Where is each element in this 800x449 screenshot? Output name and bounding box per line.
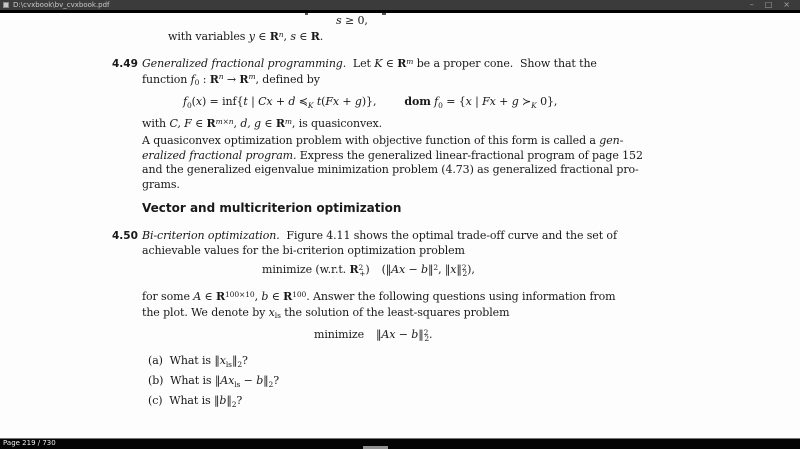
exercise-4-50	[112, 229, 617, 258]
text-line: for some A ∈ $R^{100\times 10}$, b ∈ $R^{100}$. Answer the following questions using information from	[142, 289, 616, 303]
text-line: achievable values for the bi-criterion optimization problem	[142, 243, 465, 257]
exercise-number: 4.50	[112, 230, 138, 242]
list-item-c: (c) What is $‖b‖_2$?	[148, 394, 243, 409]
page-indicator: Page 219 / 730	[3, 439, 56, 447]
list-item-a: (a) What is $‖x_{ls}‖_2$?	[148, 354, 248, 369]
clipped-glyph-fragment	[305, 13, 308, 15]
equation-fractional: $f_0(x) = inf\{t$ | Cx + d $≼_K$ t(Fx + g)}, dom $f_0 = \{x$ | Fx + g $≻_K$ 0},	[183, 95, 558, 110]
equation-bicriterion: minimize (w.r.t. $R^2_+$) (‖Ax − b‖$^2$, ‖x‖$^2_2$),	[262, 262, 475, 278]
exercise-number: 4.49	[112, 58, 138, 70]
pdf-app-icon	[3, 2, 9, 8]
title-bar[interactable]	[0, 0, 800, 10]
exercise-4-49	[112, 57, 597, 88]
text-line: Generalized fractional programming. Let K ∈ $R^m$ be a proper cone. Show that the	[142, 56, 597, 70]
minimize-icon[interactable]: –	[749, 0, 754, 9]
window-controls	[750, 0, 790, 10]
window-title: D:\cvxbook\bv_cvxbook.pdf	[13, 1, 110, 9]
pdf-viewport[interactable]	[0, 13, 800, 438]
equation-least-squares: minimize ‖Ax − b‖$^2_2$.	[314, 327, 433, 343]
clipped-glyph-fragment	[382, 13, 386, 15]
paragraph-generalized-fractional	[142, 134, 643, 192]
question-list	[148, 354, 279, 414]
paragraph-least-squares	[142, 290, 616, 321]
status-bar	[0, 438, 800, 449]
list-item-b: (b) What is $‖Ax_{ls}$ − $b‖_2$?	[148, 374, 280, 389]
text-line-quasiconvex: with C, F ∈ $R^{m\times n}$, d, g ∈ $R^m$, is quasiconvex.	[142, 116, 382, 130]
text-line: eralized fractional program. Express the generalized linear-fractional program of page 152	[142, 148, 643, 162]
maximize-icon[interactable]: □	[764, 0, 773, 9]
section-heading: Vector and multicriterion optimization	[142, 201, 402, 215]
text-line: the plot. We denote by $x_{ls}$ the solution of the least-squares problem	[142, 305, 510, 321]
text-line: and the generalized eigenvalue minimization problem (4.73) as generalized fractional pro-	[142, 163, 639, 177]
close-icon[interactable]: ×	[783, 0, 790, 9]
text-line-variables: with variables y ∈ $R^n$, s ∈ R.	[168, 29, 324, 43]
text-line: Bi-criterion optimization. Figure 4.11 shows the optimal trade-off curve and the set of	[142, 229, 617, 242]
text-line: A quasiconvex optimization problem with objective function of this form is called a gen-	[142, 134, 624, 147]
equation-fragment: s ≥ 0,	[336, 14, 368, 27]
text-line: grams.	[142, 177, 180, 191]
text-line: function $f_0$ : $R^n \to R^m$, defined by	[142, 72, 320, 88]
